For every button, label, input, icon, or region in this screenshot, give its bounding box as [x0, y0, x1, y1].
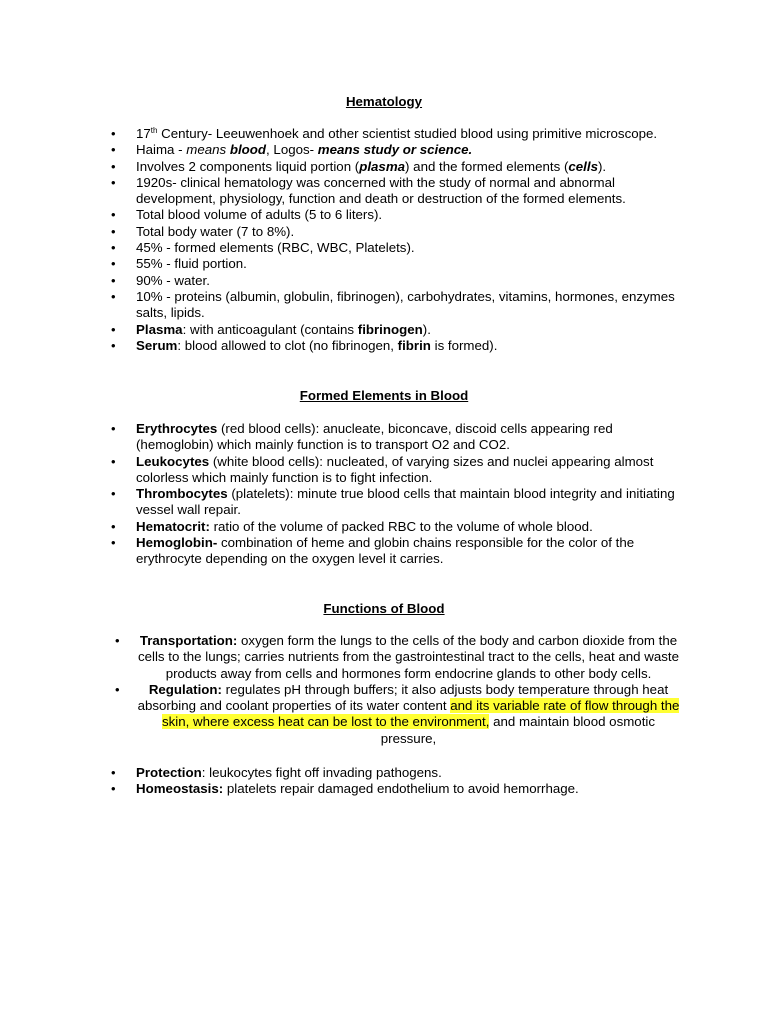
list-item: • Serum: blood allowed to clot (no fibrinogen, fibrin is formed). [136, 338, 682, 354]
list-item: • Regulation: regulates pH through buffers; it also adjusts body temperature through heat absorbing and coolant properties of its water content and its variable rate of flow through the skin, where excess heat can be lost to the environment, and maintain blood osmotic pressure, [137, 682, 680, 747]
list-hematology [136, 126, 682, 354]
list-item: • 90% - water. [136, 273, 682, 289]
list-item: • Haima - means blood, Logos- means study or science. [136, 142, 682, 158]
list-formed-elements [136, 421, 682, 568]
list-item: • Leukocytes (white blood cells): nucleated, of varying sizes and nuclei appearing almost colorless which mainly function is to fight infection. [136, 454, 682, 487]
list-item: • 45% - formed elements (RBC, WBC, Platelets). [136, 240, 682, 256]
list-item: • 55% - fluid portion. [136, 256, 682, 272]
list-item: • Hemoglobin- combination of heme and globin chains responsible for the color of the erythrocyte depending on the oxygen level it carries. [136, 535, 682, 568]
list-item: • Involves 2 components liquid portion (plasma) and the formed elements (cells). [136, 159, 682, 175]
list-item: • 17th Century- Leeuwenhoek and other scientist studied blood using primitive microscope. [136, 126, 682, 142]
list-item: • Hematocrit: ratio of the volume of packed RBC to the volume of whole blood. [136, 519, 682, 535]
list-item: • Total blood volume of adults (5 to 6 liters). [136, 207, 682, 223]
heading-functions: Functions of Blood [323, 601, 445, 616]
list-item: • Transportation: oxygen form the lungs to the cells of the body and carbon dioxide from the cells to the lungs; carries nutrients from the gastrointestinal tract to the cells, heat and waste products away from cells and hormones form endocrine glands to other body cells. [137, 633, 680, 682]
list-item: • Plasma: with anticoagulant (contains fibrinogen). [136, 322, 682, 338]
list-item: • 10% - proteins (albumin, globulin, fibrinogen), carbohydrates, vitamins, hormones, enzymes salts, lipids. [136, 289, 682, 322]
list-item: • Thrombocytes (platelets): minute true blood cells that maintain blood integrity and initiating vessel wall repair. [136, 486, 682, 519]
heading-hematology: Hematology [345, 94, 423, 109]
list-item: • Total body water (7 to 8%). [136, 224, 682, 240]
list-item: • Protection: leukocytes fight off invading pathogens. [136, 765, 682, 781]
list-item: • Erythrocytes (red blood cells): anucleate, biconcave, discoid cells appearing red (hemoglobin) which mainly function is to transport O2 and CO2. [136, 421, 682, 454]
list-item: • Homeostasis: platelets repair damaged endothelium to avoid hemorrhage. [136, 781, 682, 797]
highlighted-text: and its variable rate of flow through the skin, where excess heat can be lost to the environment, [161, 698, 680, 730]
heading-formed-elements: Formed Elements in Blood [299, 388, 469, 403]
list-functions-continued [136, 765, 682, 798]
list-functions [137, 633, 680, 747]
list-item: • 1920s- clinical hematology was concerned with the study of normal and abnormal development, physiology, function and death or destruction of the formed elements. [136, 175, 682, 208]
